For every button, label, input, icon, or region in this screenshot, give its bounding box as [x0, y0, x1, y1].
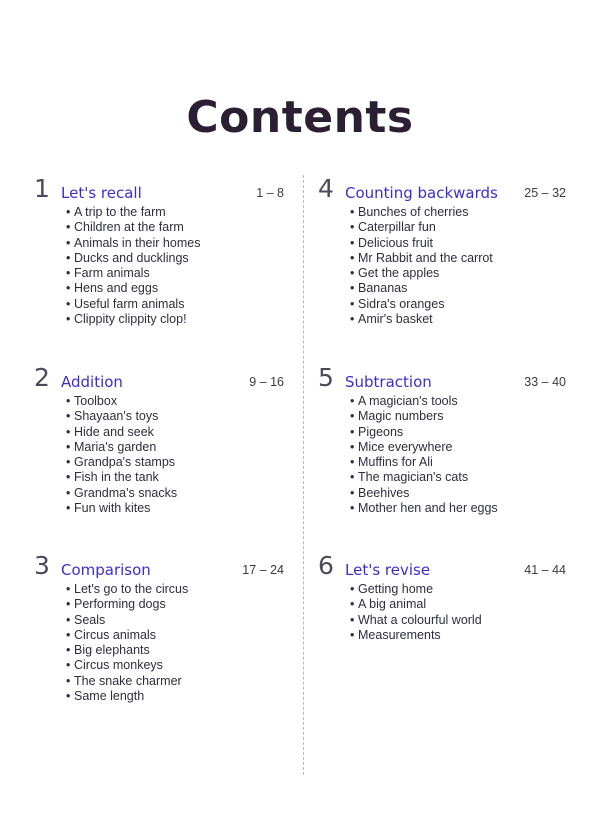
topic-item [350, 394, 566, 409]
topic-item [350, 501, 566, 516]
topic-item [350, 455, 566, 470]
topic-item [66, 425, 284, 440]
topic-label: Mice everywhere [358, 439, 453, 454]
topic-label: Farm animals [74, 266, 150, 281]
topic-item [66, 597, 284, 612]
topic-item [350, 236, 566, 251]
topic-item [66, 312, 284, 327]
chapter-page-range: 41 – 44 [524, 563, 566, 577]
topic-label: Delicious fruit [358, 235, 434, 250]
chapter-header [34, 552, 284, 582]
topic-item [350, 205, 566, 220]
topic-label: Animals in their homes [74, 235, 201, 250]
topic-label: What a colourful world [358, 612, 482, 627]
chapter-number: 2 [34, 363, 50, 392]
topic-item [350, 486, 566, 501]
topic-item [66, 281, 284, 296]
chapter-number: 5 [318, 363, 334, 392]
chapter-title: Let's revise [345, 561, 431, 579]
topic-item [350, 281, 566, 296]
topic-label: Get the apples [358, 266, 440, 281]
chapter-header [318, 364, 566, 394]
topic-item [66, 486, 284, 501]
topic-label: Bunches of cherries [358, 205, 469, 219]
topic-item [66, 409, 284, 424]
chapter-header [318, 552, 566, 582]
topic-item [66, 236, 284, 251]
topic-item [66, 582, 284, 597]
chapter-number: 1 [34, 174, 50, 203]
topic-label: Circus animals [74, 627, 156, 642]
topic-label: Same length [74, 689, 145, 704]
chapter-page-range: 9 – 16 [249, 375, 284, 389]
topic-list [34, 582, 284, 704]
topic-item [66, 628, 284, 643]
topic-item [66, 394, 284, 409]
topic-item [66, 205, 284, 220]
chapter-number: 3 [34, 551, 50, 580]
topic-list [318, 394, 566, 516]
topic-label: Amir's basket [358, 312, 433, 327]
topic-item [350, 220, 566, 235]
chapter-title: Comparison [61, 561, 151, 579]
topic-item [350, 440, 566, 455]
chapter-5 [318, 364, 566, 516]
topic-label: Fish in the tank [74, 470, 159, 485]
chapter-number: 6 [318, 551, 334, 580]
topic-label: Getting home [358, 582, 434, 596]
chapter-3 [34, 552, 284, 704]
topic-item [66, 658, 284, 673]
topic-label: Sidra's oranges [358, 296, 445, 311]
topic-label: A magician's tools [358, 394, 458, 408]
topic-label: Caterpillar fun [358, 220, 436, 235]
chapter-title: Addition [61, 373, 123, 391]
topic-label: Ducks and ducklings [74, 250, 189, 265]
chapter-6 [318, 552, 566, 643]
chapter-header [34, 364, 284, 394]
topic-item [66, 220, 284, 235]
topic-label: Magic numbers [358, 409, 444, 424]
topic-list [318, 205, 566, 327]
topic-label: A trip to the farm [74, 205, 166, 219]
topic-label: Measurements [358, 627, 441, 642]
chapter-title: Counting backwards [345, 184, 498, 202]
topic-item [350, 613, 566, 628]
chapter-title: Subtraction [345, 373, 432, 391]
topic-label: Pigeons [358, 424, 404, 439]
topic-label: Mr Rabbit and the carrot [358, 250, 493, 265]
chapter-page-range: 25 – 32 [524, 186, 566, 200]
topic-label: The magician's cats [358, 470, 469, 485]
topic-list [34, 394, 284, 516]
chapter-header [34, 175, 284, 205]
topic-item [66, 674, 284, 689]
topic-label: The snake charmer [74, 673, 182, 688]
topic-item [66, 470, 284, 485]
topic-item [66, 297, 284, 312]
topic-item [66, 251, 284, 266]
page-title: Contents [186, 92, 414, 143]
topic-list [34, 205, 284, 327]
topic-label: Let's go to the circus [74, 582, 189, 596]
chapter-4 [318, 175, 566, 327]
chapter-number: 4 [318, 174, 334, 203]
topic-label: Beehives [358, 485, 410, 500]
chapter-page-range: 17 – 24 [242, 563, 284, 577]
column-divider [303, 175, 304, 775]
topic-label: Fun with kites [74, 501, 151, 516]
topic-label: Grandma's snacks [74, 485, 178, 500]
chapter-title: Let's recall [61, 184, 142, 202]
topic-item [66, 266, 284, 281]
topic-item [66, 440, 284, 455]
topic-label: Circus monkeys [74, 658, 163, 673]
topic-item [66, 501, 284, 516]
topic-item [350, 597, 566, 612]
topic-label: Hide and seek [74, 424, 154, 439]
topic-item [350, 266, 566, 281]
topic-item [66, 689, 284, 704]
topic-item [350, 251, 566, 266]
topic-label: A big animal [358, 597, 427, 612]
topic-label: Muffins for Ali [358, 455, 433, 470]
topic-label: Maria's garden [74, 439, 157, 454]
topic-item [66, 613, 284, 628]
chapter-header [318, 175, 566, 205]
topic-label: Mother hen and her eggs [358, 501, 498, 516]
topic-item [350, 312, 566, 327]
chapter-page-range: 33 – 40 [524, 375, 566, 389]
topic-label: Useful farm animals [74, 296, 185, 311]
topic-item [66, 643, 284, 658]
topic-label: Bananas [358, 281, 408, 296]
topic-label: Grandpa's stamps [74, 455, 176, 470]
topic-label: Performing dogs [74, 597, 166, 612]
topic-item [350, 425, 566, 440]
topic-label: Shayaan's toys [74, 409, 159, 424]
chapter-1 [34, 175, 284, 327]
topic-label: Clippity clippity clop! [74, 312, 187, 327]
topic-label: Seals [74, 612, 106, 627]
topic-item [66, 455, 284, 470]
topic-label: Children at the farm [74, 220, 184, 235]
topic-label: Toolbox [74, 394, 118, 408]
topic-label: Big elephants [74, 643, 150, 658]
topic-item [350, 470, 566, 485]
topic-item [350, 582, 566, 597]
topic-item [350, 628, 566, 643]
topic-list [318, 582, 566, 643]
topic-label: Hens and eggs [74, 281, 159, 296]
topic-item [350, 409, 566, 424]
topic-item [350, 297, 566, 312]
chapter-2 [34, 364, 284, 516]
chapter-page-range: 1 – 8 [256, 186, 284, 200]
